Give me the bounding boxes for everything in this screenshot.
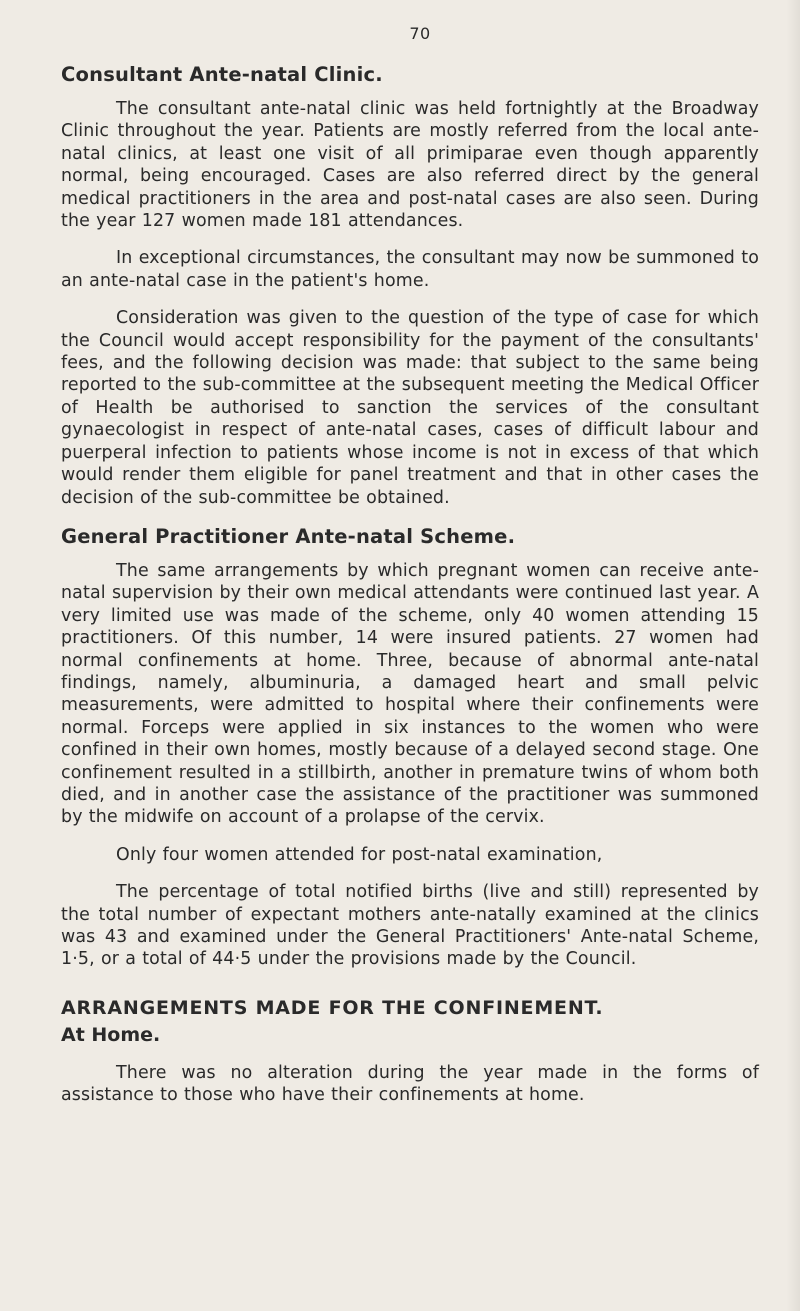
paragraph-gp-scheme-2: Only four women attended for post-natal examination, — [116, 844, 603, 865]
paragraph-consultant-3: Consideration was given to the question of the type of case for which the Council would accept responsibility for the payment of the consultants' fees, and the following decision was made: that subject to the same being reported to the sub-committee at the subsequent meeting the Medical Officer of Health be authorised to sanction the services of the consultant gynaecologist in respect of ante-natal cases, cases of difficult labour and puerperal infection to patients whose income is not in excess of that which would render them eligible for panel treatment and that in other cases the decision of the sub-committee be obtained. — [61, 308, 759, 508]
section-heading-confinement: ARRANGEMENTS MADE FOR THE CONFINEMENT. — [61, 996, 604, 1019]
paragraph-gp-scheme-1: The same arrangements by which pregnant women can receive ante-natal supervision by their own medical attendants were continued last year. A very limited use was made of the scheme, only 40 women attending 15 practitioners. Of this number, 14 were insured patients. 27 women had normal confinements at home. Three, because of abnormal ante-natal findings, namely, albuminuria, a damaged heart and small pelvic measurements, were admitted to hospital where their confinements were normal. Forceps were applied in six instances to the women who were confined in their own homes, mostly because of a delayed second stage. One confinement resulted in a stillbirth, another in premature twins of whom both died, and in another case the assistance of the practitioner was summoned by the midwife on account of a prolapse of the cervix. — [61, 560, 759, 828]
paragraph-consultant-2: In exceptional circumstances, the consultant may now be summoned to an ante-natal case in the patient's home. — [61, 248, 759, 291]
page-content — [61, 62, 759, 1122]
section-heading-gp-scheme: General Practitioner Ante-natal Scheme. — [61, 524, 516, 548]
paragraph-confinement-1: There was no alteration during the year made in the forms of assistance to those who have their confinements at home. — [61, 1062, 759, 1106]
section-heading-consultant: Consultant Ante-natal Clinic. — [61, 63, 383, 86]
paragraph-gp-scheme-3: The percentage of total notified births (live and still) represented by the total number of expectant mothers ante-natally examined at the clinics was 43 and examined under the General Practitioners' Ante-natal Scheme, 1·5, or a total of 44·5 under the provisions made by the Council. — [61, 882, 759, 970]
subheading-at-home: At Home. — [61, 1023, 161, 1046]
page-number: 70 — [409, 24, 431, 43]
page-edge-shadow — [786, 0, 800, 1311]
paragraph-consultant-1: The consultant ante-natal clinic was held fortnightly at the Broadway Clinic throughout the year. Patients are mostly referred from the local ante-natal clinics, at least one visit of all primiparae even though apparently normal, being encouraged. Cases are also referred direct by the general medical practitioners in the area and post-natal cases are also seen. During the year 127 women made 181 attendances. — [61, 99, 759, 232]
